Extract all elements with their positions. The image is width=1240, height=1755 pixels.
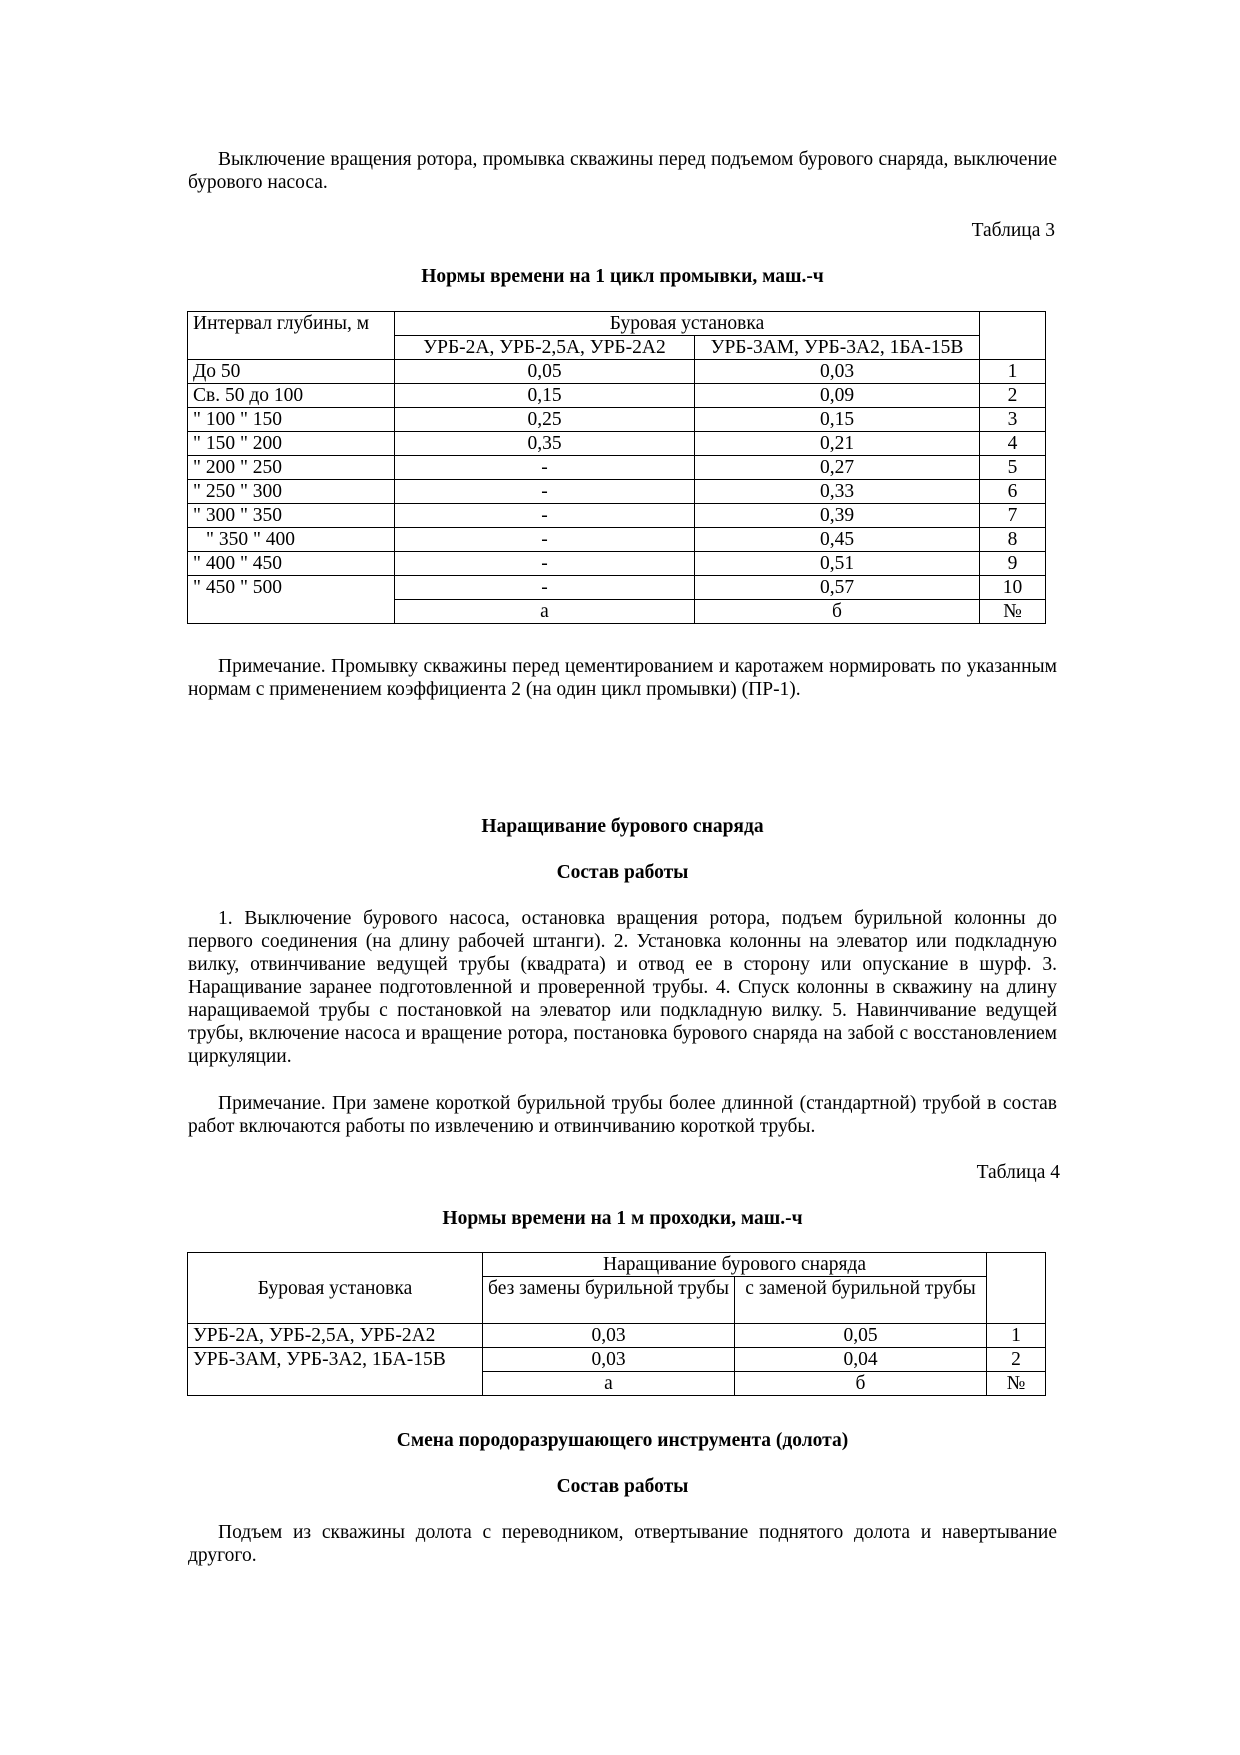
table-row (188, 576, 1046, 600)
table3-label: Таблица 3 (971, 220, 1055, 241)
table-row (188, 360, 1046, 384)
table3-header-interval: Интервал глубины, м (188, 312, 395, 360)
table-row (188, 480, 1046, 504)
table3-interval: " 200 " 250 (188, 456, 395, 480)
table3-row-number: 1 (980, 360, 1046, 384)
table4-value-a: 0,03 (483, 1324, 735, 1348)
table3-value-a: - (395, 456, 695, 480)
table3-row-number: 7 (980, 504, 1046, 528)
table4-footer-n: № (987, 1372, 1046, 1396)
table3-row-number: 9 (980, 552, 1046, 576)
table-row (188, 432, 1046, 456)
table3-interval: " 400 " 450 (188, 552, 395, 576)
table3-value-a: - (395, 504, 695, 528)
table3-header-a: УРБ-2А, УРБ-2,5А, УРБ-2А2 (395, 336, 695, 360)
table3-value-b: 0,03 (695, 360, 980, 384)
table4-header-number (987, 1253, 1046, 1324)
table4-row-number: 2 (987, 1348, 1046, 1372)
table3-row-number: 10 (980, 576, 1046, 600)
table4-label: Таблица 4 (976, 1162, 1060, 1183)
table3-value-b: 0,33 (695, 480, 980, 504)
table3-value-a: - (395, 552, 695, 576)
table4-row-number: 1 (987, 1324, 1046, 1348)
table4-value-b: 0,05 (735, 1324, 987, 1348)
table-row (188, 552, 1046, 576)
table3-interval: До 50 (188, 360, 395, 384)
table4 (187, 1252, 1046, 1396)
table3-footer-a: а (395, 600, 695, 624)
table4-footer-a: а (483, 1372, 735, 1396)
section2-note: Примечание. При замене короткой бурильной трубы более длинной (стандартной) трубой в состав работ включаются работы по извлечению и отвинчиванию короткой трубы. (188, 1093, 1057, 1137)
table3-interval: " 150 " 200 (188, 432, 395, 456)
table3-value-a: 0,25 (395, 408, 695, 432)
section3-subheading: Состав работы (556, 1476, 689, 1497)
table3-title: Нормы времени на 1 цикл промывки, маш.-ч (421, 266, 824, 287)
table4-rig: УРБ-3АМ, УРБ-3А2, 1БА-15В (188, 1348, 483, 1396)
table3-value-a: 0,05 (395, 360, 695, 384)
table-row (188, 504, 1046, 528)
table3-value-b: 0,21 (695, 432, 980, 456)
section2-subheading: Состав работы (556, 862, 689, 883)
table4-value-b: 0,04 (735, 1348, 987, 1372)
table3-footer-b: б (695, 600, 980, 624)
table3-value-b: 0,27 (695, 456, 980, 480)
table3-header-group: Буровая установка (395, 312, 980, 336)
table-row (188, 408, 1046, 432)
table3-value-b: 0,15 (695, 408, 980, 432)
table3-header-number (980, 312, 1046, 360)
table3-interval: " 100 " 150 (188, 408, 395, 432)
table-row (188, 1324, 1046, 1348)
table3-interval: Св. 50 до 100 (188, 384, 395, 408)
table4-rig: УРБ-2А, УРБ-2,5А, УРБ-2А2 (188, 1324, 483, 1348)
table4-footer-b: б (735, 1372, 987, 1396)
table-row (188, 1348, 1046, 1372)
table3-value-b: 0,57 (695, 576, 980, 600)
table3-row-number: 6 (980, 480, 1046, 504)
section3-body: Подъем из скважины долота с переводником, отвертывание поднятого долота и навертывание другого. (188, 1522, 1057, 1566)
table3-row-number: 4 (980, 432, 1046, 456)
table3-row-number: 5 (980, 456, 1046, 480)
table-row (188, 384, 1046, 408)
table-row (188, 528, 1046, 552)
table3-header-b: УРБ-3АМ, УРБ-3А2, 1БА-15В (695, 336, 980, 360)
table3 (187, 311, 1046, 624)
table3-value-b: 0,09 (695, 384, 980, 408)
table3-value-a: - (395, 576, 695, 600)
table4-header-group: Наращивание бурового снаряда (483, 1253, 987, 1277)
table3-value-b: 0,39 (695, 504, 980, 528)
table-row (188, 456, 1046, 480)
paragraph-intro: Выключение вращения ротора, промывка скважины перед подъемом бурового снаряда, выключение бурового насоса. (188, 149, 1057, 193)
table3-footer-n: № (980, 600, 1046, 624)
table4-header-a: без замены бурильной трубы (483, 1277, 735, 1324)
table3-value-a: 0,15 (395, 384, 695, 408)
table4-value-a: 0,03 (483, 1348, 735, 1372)
section3-heading: Смена породоразрушающего инструмента (долота) (396, 1430, 849, 1451)
table3-interval: " 300 " 350 (188, 504, 395, 528)
table3-value-a: - (395, 528, 695, 552)
section2-body: 1. Выключение бурового насоса, остановка вращения ротора, подъем бурильной колонны до первого соединения (на длину рабочей штанги). 2. Установка колонны на элеватор или подкладную вилку, отвинчивание ведущей трубы (квадрата) и отвод ее в сторону или опускание в шурф. 3. Наращивание заранее подготовленной и проверенной трубы. 4. Спуск колонны в скважину на длину наращиваемой трубы с постановкой на элеватор или подкладную вилку. 5. Навинчивание ведущей трубы, включение насоса и вращение ротора, постановка бурового снаряда на забой с восстановлением циркуляции. (188, 908, 1057, 1067)
table3-row-number: 8 (980, 528, 1046, 552)
table3-interval: " 250 " 300 (188, 480, 395, 504)
table3-row-number: 3 (980, 408, 1046, 432)
table3-interval: " 450 " 500 (188, 576, 395, 624)
table3-interval: " 350 " 400 (188, 528, 395, 552)
table3-value-a: - (395, 480, 695, 504)
table3-row-number: 2 (980, 384, 1046, 408)
table3-note: Примечание. Промывку скважины перед цементированием и каротажем нормировать по указанным нормам с применением коэффициента 2 (на один цикл промывки) (ПР-1). (188, 656, 1057, 700)
table3-value-b: 0,45 (695, 528, 980, 552)
table4-title: Нормы времени на 1 м проходки, маш.-ч (442, 1208, 803, 1229)
table4-header-rig: Буровая установка (188, 1253, 483, 1324)
table4-header-b: с заменой бурильной трубы (735, 1277, 987, 1324)
section2-heading: Наращивание бурового снаряда (481, 816, 764, 837)
table3-value-b: 0,51 (695, 552, 980, 576)
table3-value-a: 0,35 (395, 432, 695, 456)
